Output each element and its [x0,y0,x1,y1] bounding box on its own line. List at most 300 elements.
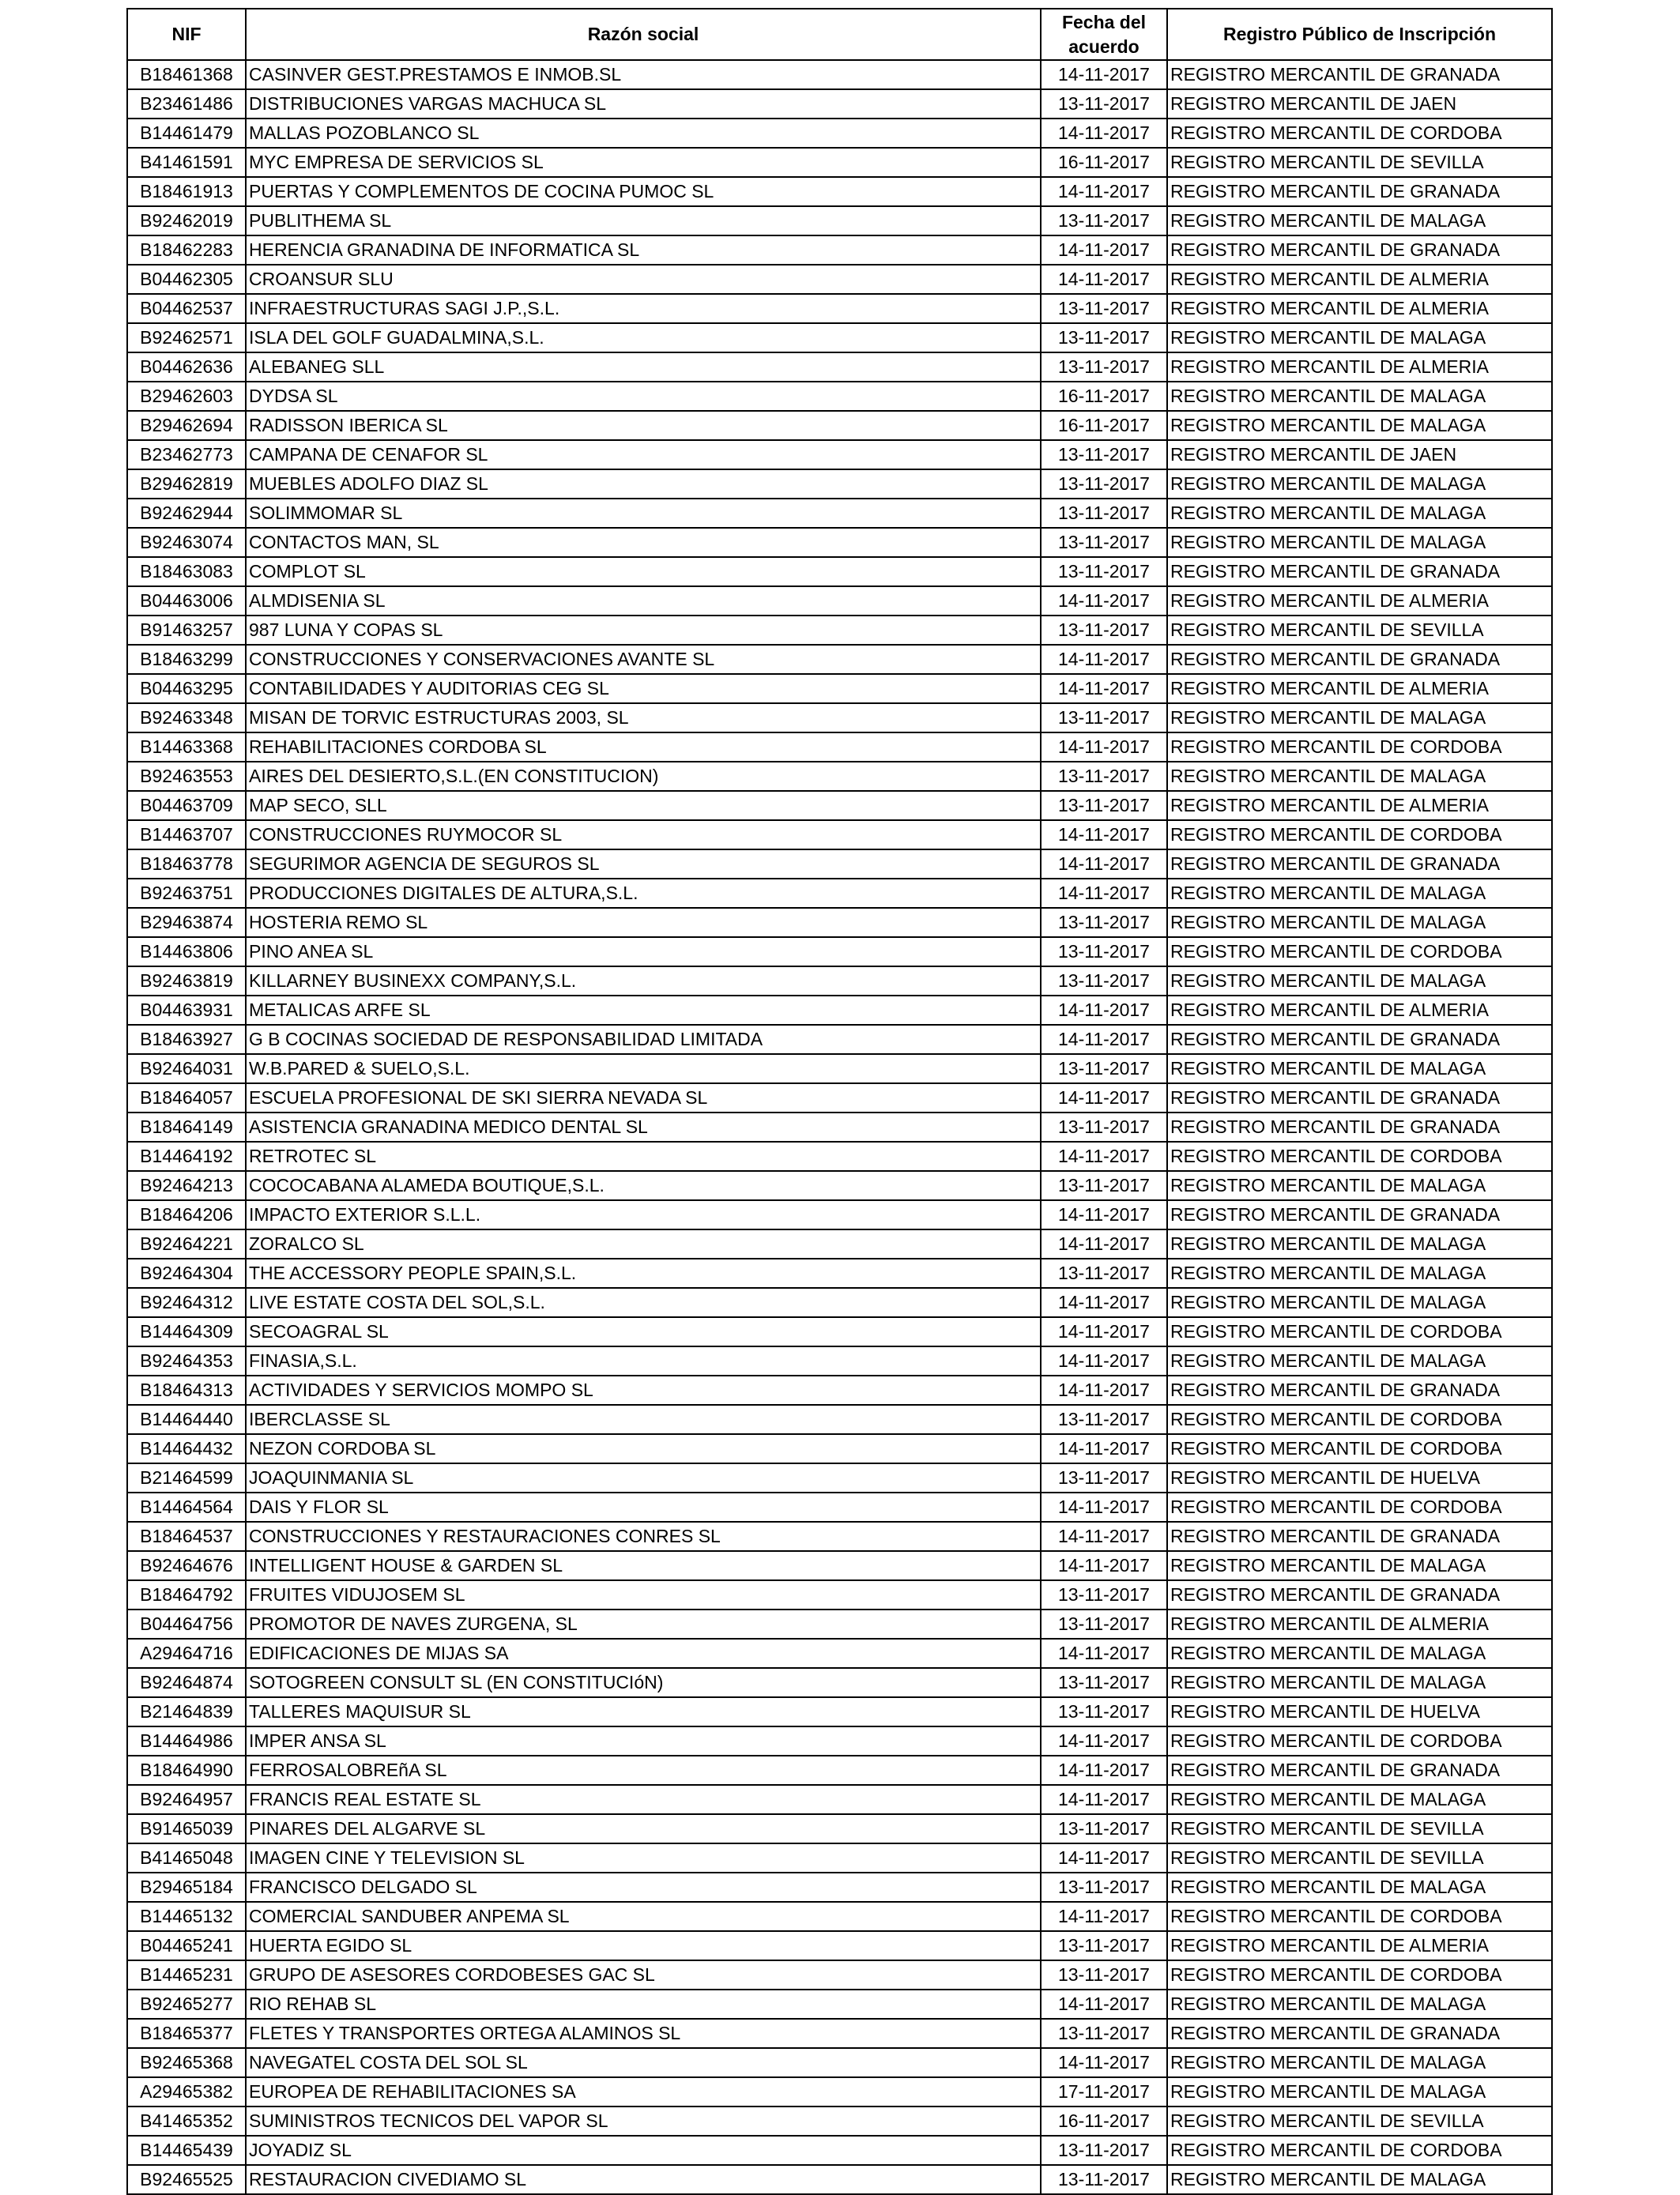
table-row [127,1756,1552,1785]
registro-cell: REGISTRO MERCANTIL DE CORDOBA [1167,1960,1552,1990]
table-row [127,1054,1552,1083]
fecha-cell: 13-11-2017 [1041,1873,1167,1902]
fecha-cell: 13-11-2017 [1041,1580,1167,1610]
nif-cell: B92464312 [127,1288,246,1317]
registro-cell: REGISTRO MERCANTIL DE GRANADA [1167,1756,1552,1785]
fecha-cell: 13-11-2017 [1041,557,1167,586]
table-row [127,2136,1552,2165]
razon-social-cell: PUERTAS Y COMPLEMENTOS DE COCINA PUMOC SL [246,177,1041,206]
table-row [127,411,1552,440]
registro-cell: REGISTRO MERCANTIL DE GRANADA [1167,1200,1552,1229]
razon-social-cell: RETROTEC SL [246,1142,1041,1171]
table-row [127,1843,1552,1873]
registro-cell: REGISTRO MERCANTIL DE JAEN [1167,440,1552,469]
razon-social-cell: SUMINISTROS TECNICOS DEL VAPOR SL [246,2107,1041,2136]
table-row [127,645,1552,674]
table-row [127,469,1552,499]
nif-cell: B14464432 [127,1434,246,1463]
registro-cell: REGISTRO MERCANTIL DE MALAGA [1167,1229,1552,1259]
razon-social-cell: PROMOTOR DE NAVES ZURGENA, SL [246,1610,1041,1639]
registro-cell: REGISTRO MERCANTIL DE MALAGA [1167,879,1552,908]
razon-social-cell: ASISTENCIA GRANADINA MEDICO DENTAL SL [246,1113,1041,1142]
table-row [127,352,1552,382]
fecha-cell: 14-11-2017 [1041,60,1167,89]
nif-cell: B18463083 [127,557,246,586]
registro-cell: REGISTRO MERCANTIL DE CORDOBA [1167,820,1552,849]
fecha-cell: 14-11-2017 [1041,1083,1167,1113]
nif-cell: B92464213 [127,1171,246,1200]
nif-cell: B18464149 [127,1113,246,1142]
razon-social-cell: DISTRIBUCIONES VARGAS MACHUCA SL [246,89,1041,119]
fecha-cell: 13-11-2017 [1041,469,1167,499]
nif-cell: B41461591 [127,148,246,177]
nif-cell: B29462603 [127,382,246,411]
registro-cell: REGISTRO MERCANTIL DE MALAGA [1167,908,1552,937]
table-row [127,1902,1552,1931]
razon-social-cell: SOLIMMOMAR SL [246,499,1041,528]
nif-cell: B18465377 [127,2019,246,2048]
razon-social-cell: COCOCABANA ALAMEDA BOUTIQUE,S.L. [246,1171,1041,1200]
table-row [127,1990,1552,2019]
fecha-cell: 13-11-2017 [1041,1463,1167,1493]
razon-social-cell: MUEBLES ADOLFO DIAZ SL [246,469,1041,499]
table-row [127,1639,1552,1668]
fecha-cell: 14-11-2017 [1041,1726,1167,1756]
razon-social-cell: FRANCISCO DELGADO SL [246,1873,1041,1902]
razon-social-cell: JOYADIZ SL [246,2136,1041,2165]
registro-cell: REGISTRO MERCANTIL DE SEVILLA [1167,148,1552,177]
table-row [127,2048,1552,2077]
table-row [127,1668,1552,1697]
fecha-cell: 14-11-2017 [1041,1990,1167,2019]
fecha-cell: 13-11-2017 [1041,703,1167,732]
razon-social-cell: CONTABILIDADES Y AUDITORIAS CEG SL [246,674,1041,703]
registro-cell: REGISTRO MERCANTIL DE JAEN [1167,89,1552,119]
nif-cell: B92464221 [127,1229,246,1259]
table-row [127,1814,1552,1843]
nif-cell: B14464192 [127,1142,246,1171]
table-row [127,791,1552,820]
table-row [127,1288,1552,1317]
registro-cell: REGISTRO MERCANTIL DE ALMERIA [1167,265,1552,294]
razon-social-cell: IMPACTO EXTERIOR S.L.L. [246,1200,1041,1229]
registro-cell: REGISTRO MERCANTIL DE HUELVA [1167,1463,1552,1493]
registro-cell: REGISTRO MERCANTIL DE CORDOBA [1167,1142,1552,1171]
table-row [127,703,1552,732]
table-row [127,879,1552,908]
header-fecha-line1: Fecha del [1061,11,1147,32]
registro-cell: REGISTRO MERCANTIL DE ALMERIA [1167,674,1552,703]
nif-cell: B04463709 [127,791,246,820]
table-row [127,119,1552,148]
nif-cell: B18463927 [127,1025,246,1054]
table-row [127,323,1552,352]
razon-social-cell: JOAQUINMANIA SL [246,1463,1041,1493]
registro-cell: REGISTRO MERCANTIL DE SEVILLA [1167,616,1552,645]
nif-cell: B23462773 [127,440,246,469]
razon-social-cell: RADISSON IBERICA SL [246,411,1041,440]
registro-cell: REGISTRO MERCANTIL DE GRANADA [1167,177,1552,206]
nif-cell: B14464986 [127,1726,246,1756]
nif-cell: B18463299 [127,645,246,674]
table-row [127,1873,1552,1902]
nif-cell: B21464599 [127,1463,246,1493]
table-row [127,440,1552,469]
razon-social-cell: PINARES DEL ALGARVE SL [246,1814,1041,1843]
nif-cell: B14461479 [127,119,246,148]
razon-social-cell: TALLERES MAQUISUR SL [246,1697,1041,1726]
header-registro: Registro Público de Inscripción [1167,9,1552,60]
table-row [127,1200,1552,1229]
razon-social-cell: SOTOGREEN CONSULT SL (EN CONSTITUCIóN) [246,1668,1041,1697]
table-row [127,1580,1552,1610]
nif-cell: B14463368 [127,732,246,762]
fecha-cell: 14-11-2017 [1041,996,1167,1025]
fecha-cell: 16-11-2017 [1041,411,1167,440]
fecha-cell: 13-11-2017 [1041,440,1167,469]
fecha-cell: 16-11-2017 [1041,2107,1167,2136]
razon-social-cell: FRUITES VIDUJOSEM SL [246,1580,1041,1610]
table-row [127,265,1552,294]
registro-cell: REGISTRO MERCANTIL DE CORDOBA [1167,1726,1552,1756]
fecha-cell: 13-11-2017 [1041,323,1167,352]
header-razon-social: Razón social [246,9,1041,60]
razon-social-cell: MISAN DE TORVIC ESTRUCTURAS 2003, SL [246,703,1041,732]
razon-social-cell: CONSTRUCCIONES Y CONSERVACIONES AVANTE SL [246,645,1041,674]
registro-cell: REGISTRO MERCANTIL DE GRANADA [1167,1580,1552,1610]
registro-cell: REGISTRO MERCANTIL DE GRANADA [1167,1113,1552,1142]
razon-social-cell: REHABILITACIONES CORDOBA SL [246,732,1041,762]
registro-cell: REGISTRO MERCANTIL DE ALMERIA [1167,996,1552,1025]
nif-cell: B92463751 [127,879,246,908]
table-row [127,1083,1552,1113]
nif-cell: B92462571 [127,323,246,352]
nif-cell: B92463074 [127,528,246,557]
razon-social-cell: FERROSALOBREñA SL [246,1756,1041,1785]
nif-cell: B18461368 [127,60,246,89]
registro-cell: REGISTRO MERCANTIL DE GRANADA [1167,235,1552,265]
fecha-cell: 13-11-2017 [1041,791,1167,820]
razon-social-cell: DAIS Y FLOR SL [246,1493,1041,1522]
table-row [127,2107,1552,2136]
razon-social-cell: 987 LUNA Y COPAS SL [246,616,1041,645]
nif-cell: B92462019 [127,206,246,235]
registro-cell: REGISTRO MERCANTIL DE HUELVA [1167,1697,1552,1726]
fecha-cell: 14-11-2017 [1041,1902,1167,1931]
nif-cell: B41465352 [127,2107,246,2136]
fecha-cell: 13-11-2017 [1041,1405,1167,1434]
razon-social-cell: INFRAESTRUCTURAS SAGI J.P.,S.L. [246,294,1041,323]
nif-cell: B91463257 [127,616,246,645]
razon-social-cell: ALMDISENIA SL [246,586,1041,616]
nif-cell: B41465048 [127,1843,246,1873]
fecha-cell: 13-11-2017 [1041,89,1167,119]
nif-cell: B92464353 [127,1346,246,1376]
fecha-cell: 13-11-2017 [1041,1697,1167,1726]
registro-cell: REGISTRO MERCANTIL DE MALAGA [1167,206,1552,235]
registro-cell: REGISTRO MERCANTIL DE GRANADA [1167,849,1552,879]
registro-cell: REGISTRO MERCANTIL DE ALMERIA [1167,352,1552,382]
registro-cell: REGISTRO MERCANTIL DE MALAGA [1167,1346,1552,1376]
table-row [127,1931,1552,1960]
fecha-cell: 13-11-2017 [1041,499,1167,528]
header-row [127,9,1552,60]
razon-social-cell: RESTAURACION CIVEDIAMO SL [246,2165,1041,2194]
fecha-cell: 14-11-2017 [1041,1288,1167,1317]
razon-social-cell: RIO REHAB SL [246,1990,1041,2019]
registro-cell: REGISTRO MERCANTIL DE CORDOBA [1167,937,1552,966]
fecha-cell: 13-11-2017 [1041,206,1167,235]
header-fecha-line2: acuerdo [1068,36,1139,57]
table-row [127,2165,1552,2194]
fecha-cell: 14-11-2017 [1041,1843,1167,1873]
razon-social-cell: CONSTRUCCIONES Y RESTAURACIONES CONRES SL [246,1522,1041,1551]
registro-cell: REGISTRO MERCANTIL DE GRANADA [1167,1376,1552,1405]
fecha-cell: 13-11-2017 [1041,2136,1167,2165]
registro-cell: REGISTRO MERCANTIL DE ALMERIA [1167,1931,1552,1960]
razon-social-cell: SECOAGRAL SL [246,1317,1041,1346]
table-row [127,1463,1552,1493]
razon-social-cell: W.B.PARED & SUELO,S.L. [246,1054,1041,1083]
table-row [127,1726,1552,1756]
razon-social-cell: ISLA DEL GOLF GUADALMINA,S.L. [246,323,1041,352]
table-row [127,1522,1552,1551]
table-row [127,528,1552,557]
table-row [127,820,1552,849]
table-row [127,2077,1552,2107]
razon-social-cell: ZORALCO SL [246,1229,1041,1259]
razon-social-cell: EUROPEA DE REHABILITACIONES SA [246,2077,1041,2107]
table-row [127,1434,1552,1463]
razon-social-cell: MAP SECO, SLL [246,791,1041,820]
nif-cell: B14465231 [127,1960,246,1990]
nif-cell: B29462819 [127,469,246,499]
razon-social-cell: CROANSUR SLU [246,265,1041,294]
nif-cell: B14465132 [127,1902,246,1931]
fecha-cell: 13-11-2017 [1041,1668,1167,1697]
razon-social-cell: NEZON CORDOBA SL [246,1434,1041,1463]
table-row [127,1171,1552,1200]
table-row [127,966,1552,996]
nif-cell: B92464304 [127,1259,246,1288]
fecha-cell: 13-11-2017 [1041,1814,1167,1843]
fecha-cell: 13-11-2017 [1041,1171,1167,1200]
table-row [127,937,1552,966]
razon-social-cell: CONTACTOS MAN, SL [246,528,1041,557]
nif-cell: B04463931 [127,996,246,1025]
fecha-cell: 14-11-2017 [1041,879,1167,908]
table-row [127,557,1552,586]
registro-cell: REGISTRO MERCANTIL DE GRANADA [1167,557,1552,586]
registro-cell: REGISTRO MERCANTIL DE CORDOBA [1167,732,1552,762]
nif-cell: B14463707 [127,820,246,849]
table-row [127,1113,1552,1142]
registro-cell: REGISTRO MERCANTIL DE CORDOBA [1167,2136,1552,2165]
fecha-cell: 14-11-2017 [1041,645,1167,674]
razon-social-cell: HOSTERIA REMO SL [246,908,1041,937]
table-row [127,177,1552,206]
nif-cell: B04462537 [127,294,246,323]
fecha-cell: 13-11-2017 [1041,966,1167,996]
nif-cell: B23461486 [127,89,246,119]
registro-cell: REGISTRO MERCANTIL DE MALAGA [1167,1171,1552,1200]
nif-cell: B92464874 [127,1668,246,1697]
table-row [127,1142,1552,1171]
registro-cell: REGISTRO MERCANTIL DE MALAGA [1167,499,1552,528]
fecha-cell: 13-11-2017 [1041,2165,1167,2194]
table-row [127,762,1552,791]
registro-cell: REGISTRO MERCANTIL DE MALAGA [1167,703,1552,732]
fecha-cell: 13-11-2017 [1041,2019,1167,2048]
registro-cell: REGISTRO MERCANTIL DE MALAGA [1167,2048,1552,2077]
registry-table [126,8,1553,2195]
table-row [127,206,1552,235]
table-row [127,1259,1552,1288]
registro-cell: REGISTRO MERCANTIL DE MALAGA [1167,1990,1552,2019]
nif-cell: B04464756 [127,1610,246,1639]
fecha-cell: 14-11-2017 [1041,1376,1167,1405]
nif-cell: B14463806 [127,937,246,966]
nif-cell: B18464990 [127,1756,246,1785]
table-row [127,1346,1552,1376]
fecha-cell: 14-11-2017 [1041,1551,1167,1580]
table-row [127,674,1552,703]
table-row [127,1405,1552,1434]
razon-social-cell: COMPLOT SL [246,557,1041,586]
razon-social-cell: CONSTRUCCIONES RUYMOCOR SL [246,820,1041,849]
razon-social-cell: PUBLITHEMA SL [246,206,1041,235]
registro-cell: REGISTRO MERCANTIL DE CORDOBA [1167,1317,1552,1346]
fecha-cell: 14-11-2017 [1041,820,1167,849]
fecha-cell: 13-11-2017 [1041,616,1167,645]
fecha-cell: 16-11-2017 [1041,148,1167,177]
nif-cell: B92463348 [127,703,246,732]
table-row [127,1317,1552,1346]
table-row [127,732,1552,762]
razon-social-cell: MYC EMPRESA DE SERVICIOS SL [246,148,1041,177]
fecha-cell: 14-11-2017 [1041,1142,1167,1171]
razon-social-cell: PRODUCCIONES DIGITALES DE ALTURA,S.L. [246,879,1041,908]
nif-cell: B21464839 [127,1697,246,1726]
table-row [127,294,1552,323]
nif-cell: B18464792 [127,1580,246,1610]
fecha-cell: 14-11-2017 [1041,1756,1167,1785]
registro-cell: REGISTRO MERCANTIL DE CORDOBA [1167,1434,1552,1463]
razon-social-cell: INTELLIGENT HOUSE & GARDEN SL [246,1551,1041,1580]
registro-cell: REGISTRO MERCANTIL DE MALAGA [1167,2165,1552,2194]
registro-cell: REGISTRO MERCANTIL DE MALAGA [1167,1873,1552,1902]
razon-social-cell: G B COCINAS SOCIEDAD DE RESPONSABILIDAD LIMITADA [246,1025,1041,1054]
registro-cell: REGISTRO MERCANTIL DE MALAGA [1167,1054,1552,1083]
registro-cell: REGISTRO MERCANTIL DE MALAGA [1167,411,1552,440]
fecha-cell: 14-11-2017 [1041,1522,1167,1551]
fecha-cell: 14-11-2017 [1041,1346,1167,1376]
nif-cell: B14464440 [127,1405,246,1434]
razon-social-cell: HUERTA EGIDO SL [246,1931,1041,1960]
razon-social-cell: ESCUELA PROFESIONAL DE SKI SIERRA NEVADA SL [246,1083,1041,1113]
registro-cell: REGISTRO MERCANTIL DE CORDOBA [1167,1902,1552,1931]
fecha-cell: 13-11-2017 [1041,1113,1167,1142]
registro-cell: REGISTRO MERCANTIL DE MALAGA [1167,1639,1552,1668]
registro-cell: REGISTRO MERCANTIL DE ALMERIA [1167,294,1552,323]
razon-social-cell: SEGURIMOR AGENCIA DE SEGUROS SL [246,849,1041,879]
fecha-cell: 13-11-2017 [1041,1960,1167,1990]
fecha-cell: 13-11-2017 [1041,1259,1167,1288]
header-fecha-acuerdo [1041,9,1167,60]
fecha-cell: 13-11-2017 [1041,1054,1167,1083]
razon-social-cell: THE ACCESSORY PEOPLE SPAIN,S.L. [246,1259,1041,1288]
fecha-cell: 13-11-2017 [1041,352,1167,382]
razon-social-cell: MALLAS POZOBLANCO SL [246,119,1041,148]
nif-cell: B92465368 [127,2048,246,2077]
razon-social-cell: FRANCIS REAL ESTATE SL [246,1785,1041,1814]
fecha-cell: 13-11-2017 [1041,1931,1167,1960]
table-row [127,849,1552,879]
razon-social-cell: NAVEGATEL COSTA DEL SOL SL [246,2048,1041,2077]
table-row [127,382,1552,411]
registro-cell: REGISTRO MERCANTIL DE GRANADA [1167,1522,1552,1551]
registro-cell: REGISTRO MERCANTIL DE MALAGA [1167,528,1552,557]
fecha-cell: 14-11-2017 [1041,1229,1167,1259]
razon-social-cell: IBERCLASSE SL [246,1405,1041,1434]
registro-cell: REGISTRO MERCANTIL DE GRANADA [1167,60,1552,89]
registro-cell: REGISTRO MERCANTIL DE MALAGA [1167,762,1552,791]
nif-cell: A29465382 [127,2077,246,2107]
table-row [127,1610,1552,1639]
razon-social-cell: ACTIVIDADES Y SERVICIOS MOMPO SL [246,1376,1041,1405]
nif-cell: A29464716 [127,1639,246,1668]
nif-cell: B92464031 [127,1054,246,1083]
fecha-cell: 14-11-2017 [1041,586,1167,616]
nif-cell: B04465241 [127,1931,246,1960]
registro-cell: REGISTRO MERCANTIL DE MALAGA [1167,1288,1552,1317]
table-row [127,89,1552,119]
fecha-cell: 14-11-2017 [1041,849,1167,879]
razon-social-cell: FINASIA,S.L. [246,1346,1041,1376]
registro-cell: REGISTRO MERCANTIL DE SEVILLA [1167,2107,1552,2136]
razon-social-cell: IMPER ANSA SL [246,1726,1041,1756]
razon-social-cell: ALEBANEG SLL [246,352,1041,382]
table-row [127,1376,1552,1405]
registro-cell: REGISTRO MERCANTIL DE MALAGA [1167,966,1552,996]
nif-cell: B18464057 [127,1083,246,1113]
fecha-cell: 14-11-2017 [1041,119,1167,148]
fecha-cell: 14-11-2017 [1041,2048,1167,2077]
fecha-cell: 14-11-2017 [1041,1200,1167,1229]
nif-cell: B14464564 [127,1493,246,1522]
registro-cell: REGISTRO MERCANTIL DE CORDOBA [1167,119,1552,148]
nif-cell: B18464313 [127,1376,246,1405]
table-row [127,2019,1552,2048]
nif-cell: B14464309 [127,1317,246,1346]
nif-cell: B29462694 [127,411,246,440]
razon-social-cell: METALICAS ARFE SL [246,996,1041,1025]
razon-social-cell: IMAGEN CINE Y TELEVISION SL [246,1843,1041,1873]
fecha-cell: 13-11-2017 [1041,937,1167,966]
table-row [127,1551,1552,1580]
nif-cell: B92464676 [127,1551,246,1580]
table-row [127,1229,1552,1259]
registro-cell: REGISTRO MERCANTIL DE GRANADA [1167,2019,1552,2048]
nif-cell: B92465525 [127,2165,246,2194]
table-row [127,1960,1552,1990]
registro-cell: REGISTRO MERCANTIL DE ALMERIA [1167,586,1552,616]
fecha-cell: 16-11-2017 [1041,382,1167,411]
registro-cell: REGISTRO MERCANTIL DE MALAGA [1167,1259,1552,1288]
nif-cell: B18463778 [127,849,246,879]
registro-cell: REGISTRO MERCANTIL DE MALAGA [1167,1785,1552,1814]
registro-cell: REGISTRO MERCANTIL DE MALAGA [1167,1668,1552,1697]
